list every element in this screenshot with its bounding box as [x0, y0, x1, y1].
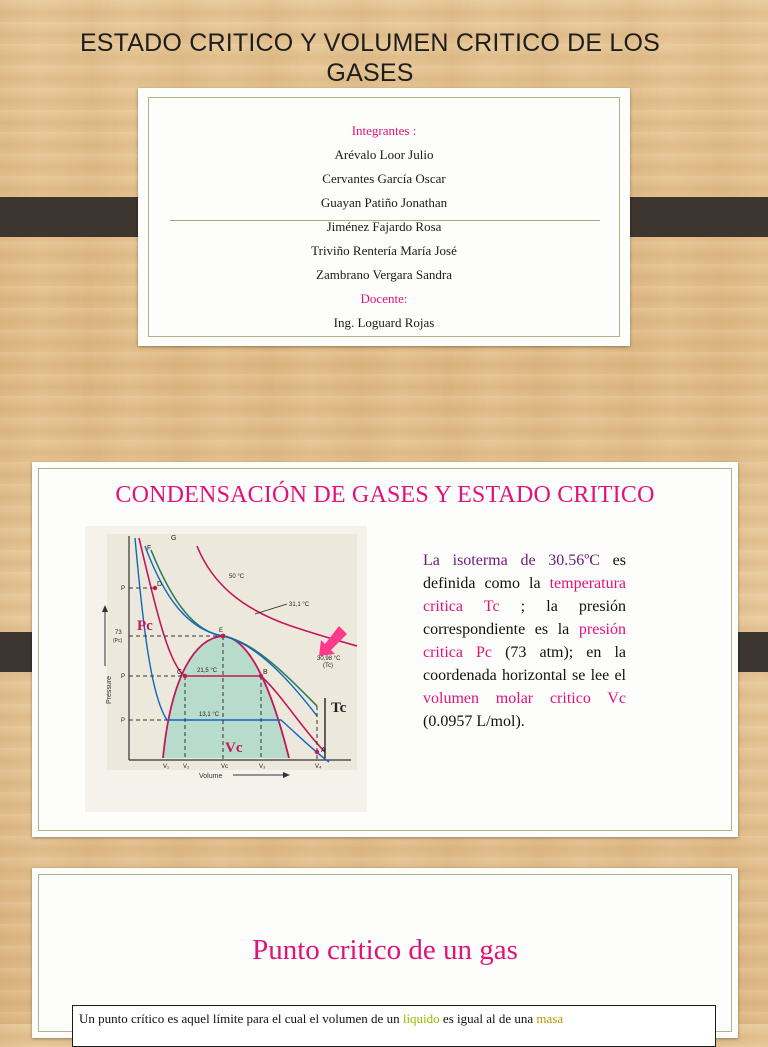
isotherm-label-50c: 50 °C	[229, 574, 245, 580]
text-run: es igual al de una	[439, 1011, 537, 1026]
title-slide-card	[138, 88, 630, 346]
condensation-slide-card	[32, 462, 738, 837]
slide-title: ESTADO CRITICO Y VOLUMEN CRITICO DE LOS GASES	[79, 29, 661, 87]
x-mark: V₃	[259, 764, 266, 770]
member-name: Jiménez Fajardo Rosa	[326, 219, 442, 234]
x-arrowhead	[283, 772, 290, 778]
point-a	[315, 750, 319, 754]
desc-text: ; la presión correspondiente es la	[423, 598, 627, 638]
point-label-g: G	[171, 535, 177, 542]
point-label-a: A	[321, 747, 326, 754]
isotherm-label-215c: 21,5 °C	[197, 668, 218, 674]
point-label-b: B	[263, 669, 268, 676]
critical-pressure-text: presión critica Pc	[423, 621, 626, 661]
masa-text: masa	[536, 1011, 564, 1026]
point-c	[183, 674, 187, 678]
vc-label: Vc	[225, 740, 243, 756]
y-mark-pc: (Pc)	[113, 638, 123, 644]
critical-volume-text: volumen molar critico Vc	[423, 690, 626, 707]
tc-label: Tc	[331, 700, 347, 716]
desc-text: (73 atm); en la coordenada horizontal se lee el	[423, 644, 626, 684]
definition-text	[79, 1011, 563, 1027]
desc-text: (0.0957 L/mol).	[423, 713, 525, 730]
y-axis-label: Pressure	[106, 675, 113, 704]
member-name: Guayan Patiño Jonathan	[320, 195, 448, 210]
x-mark: V₄	[315, 764, 322, 770]
definition-text-box	[72, 1005, 716, 1047]
x-mark: V₂	[183, 764, 190, 770]
isotherm-label-tc-paren: (Tc)	[323, 663, 333, 669]
member-name: Triviño Rentería María José	[311, 243, 457, 258]
x-mark: V₁	[163, 764, 170, 770]
desc-text: es definida como la	[423, 552, 627, 592]
isotherm-label-131c: 13,1 °C	[199, 712, 220, 718]
y-mark: P	[121, 718, 126, 724]
left-decor-bar	[0, 197, 156, 237]
point-label-e: E	[219, 628, 224, 634]
pv-isotherm-figure	[85, 526, 367, 812]
y-mark: P	[121, 586, 126, 592]
x-axis-label: Volume	[199, 773, 223, 780]
isotherm-label-31c: 31,1 °C	[289, 602, 310, 608]
members-list	[138, 119, 630, 335]
pc-label: Pc	[137, 618, 153, 634]
docente-name: Ing. Loguard Rojas	[333, 315, 435, 330]
critical-point	[221, 634, 226, 639]
slide-heading: CONDENSACIÓN DE GASES Y ESTADO CRITICO	[115, 482, 655, 508]
point-label-c: C	[177, 669, 183, 676]
x-mark: Vc	[221, 764, 229, 770]
member-name: Cervantes García Oscar	[322, 171, 446, 186]
docente-label: Docente:	[360, 291, 408, 306]
pv-diagram	[85, 526, 367, 812]
liquido-text: líquido	[402, 1011, 440, 1026]
isotherm-label-3098c: 30,98 °C	[317, 656, 341, 662]
description-paragraph	[423, 549, 626, 733]
member-name: Arévalo Loor Julio	[334, 147, 434, 162]
y-mark-73: 73	[115, 630, 122, 636]
text-run: Un punto crítico es aquel límite para el cual el volumen de un	[79, 1011, 403, 1026]
right-decor-bar	[612, 197, 768, 237]
point-label-f: F	[147, 545, 152, 552]
integrantes-label: Integrantes :	[351, 123, 417, 138]
member-name: Zambrano Vergara Sandra	[316, 267, 452, 282]
critical-point-slide-card	[32, 868, 738, 1038]
slide-heading: Punto critico de un gas	[252, 934, 518, 966]
isotherm-text: La isoterma de 30.56ºC	[423, 552, 600, 569]
y-mark: P	[121, 674, 126, 680]
critical-temperature-text: temperatura critica Tc	[423, 575, 626, 615]
point-label-d: D	[157, 581, 163, 588]
